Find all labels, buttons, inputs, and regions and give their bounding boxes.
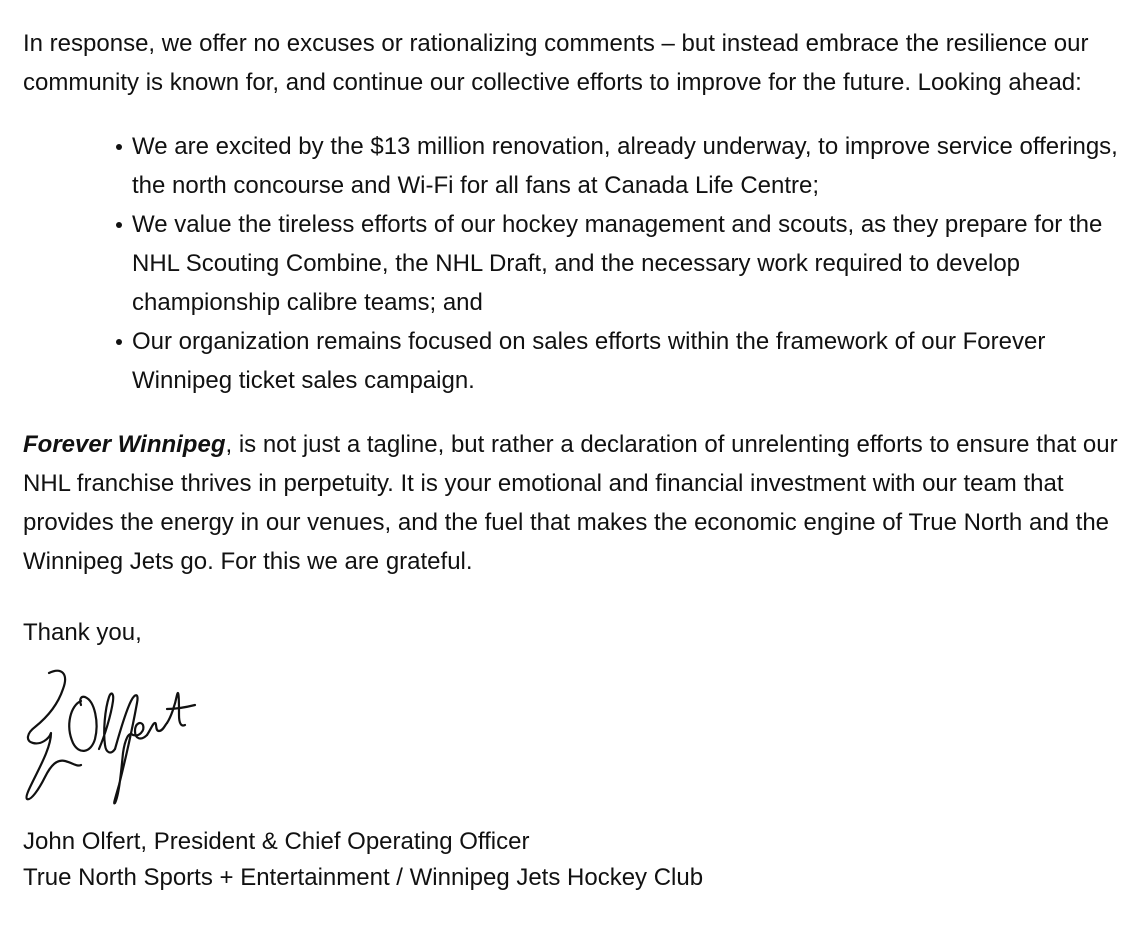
signature-block xyxy=(23,824,1133,896)
signer-name-title: John Olfert, President & Chief Operating Officer xyxy=(23,828,530,855)
sign-off: Thank you, xyxy=(23,619,142,646)
signature-stroke-o xyxy=(69,697,96,751)
closing-paragraph xyxy=(23,425,1133,581)
signature-stroke-e xyxy=(133,723,147,738)
signer-organization: True North Sports + Entertainment / Winnipeg Jets Hockey Club xyxy=(23,864,704,891)
bullet-item-renovation: We are excited by the $13 million renovation, already underway, to improve service offerings, the north concourse and Wi-Fi for all fans at Canada Life Centre; xyxy=(132,127,1133,205)
signature-stroke-t-cross xyxy=(167,705,195,709)
forever-winnipeg-emphasis: Forever Winnipeg xyxy=(23,431,226,458)
letter-body xyxy=(23,24,1133,896)
bullet-item-hockey-management: We value the tireless efforts of our hockey management and scouts, as they prepare for the NHL Scouting Combine, the NHL Draft, and the necessary work required to develop championship calibre teams; and xyxy=(132,205,1133,322)
signature-stroke-l xyxy=(99,694,115,753)
signature-stroke-r xyxy=(147,723,167,735)
signature-stroke-j xyxy=(26,671,81,800)
bullet-list xyxy=(23,127,1133,400)
closing-paragraph-text: , is not just a tagline, but rather a declaration of unrelenting efforts to ensure that our NHL franchise thrives in perpetuity. It is your emotional and financial investment with our team that provides the energy in our venues, and the fuel that makes the economic engine of True North and the Winnipeg Jets go. For this we are grateful. xyxy=(23,431,1118,575)
handwritten-signature xyxy=(21,665,197,811)
bullet-item-sales-campaign: Our organization remains focused on sales efforts within the framework of our Forever Winnipeg ticket sales campaign. xyxy=(132,322,1133,400)
signature-stroke-f xyxy=(114,695,137,803)
intro-paragraph: In response, we offer no excuses or rationalizing comments – but instead embrace the resilience our community is known for, and continue our collective efforts to improve for the future. Looking ahead: xyxy=(23,30,1089,96)
